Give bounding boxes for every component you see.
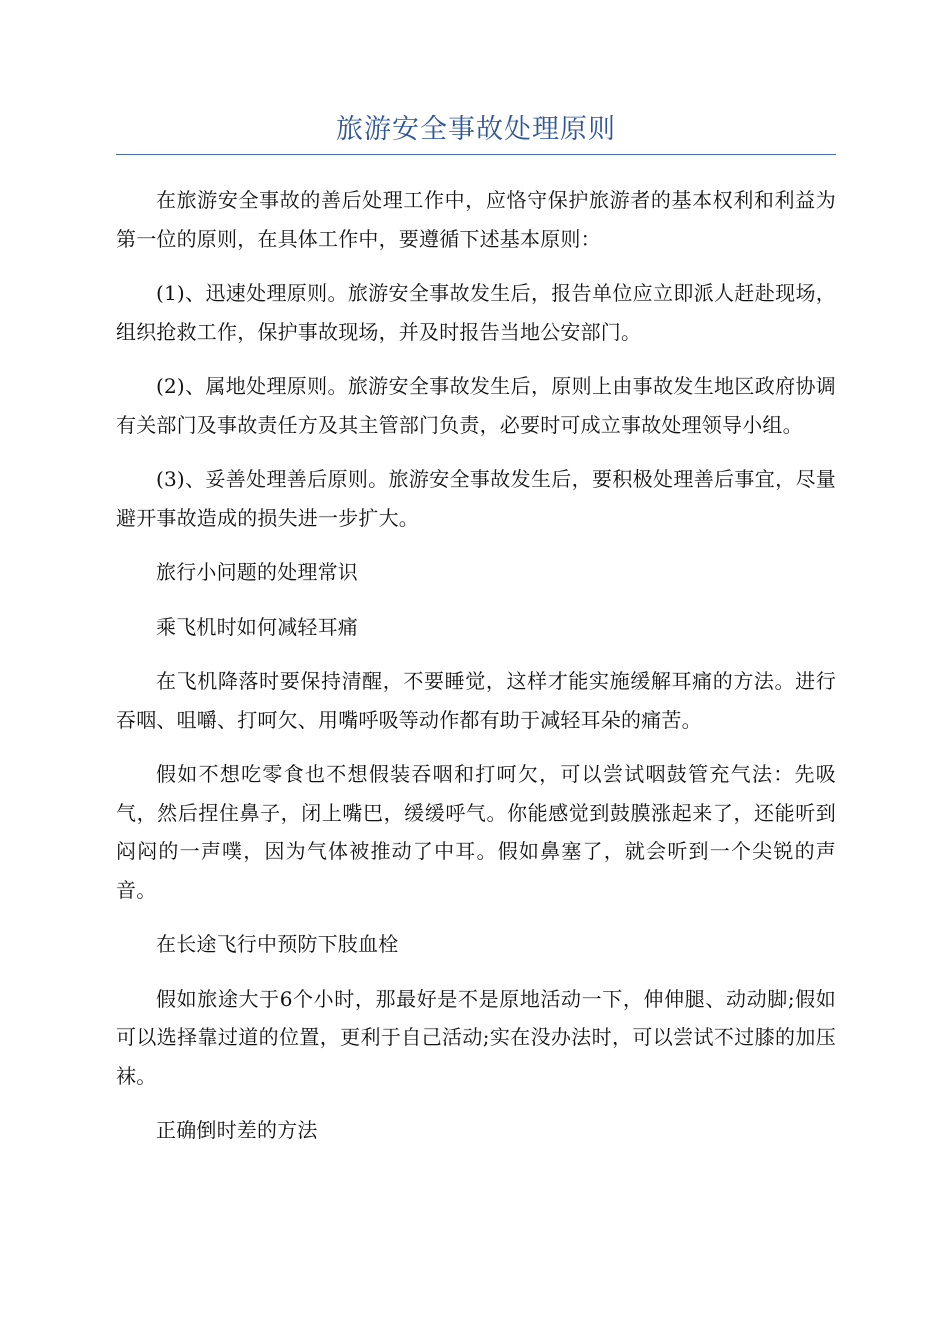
subheading-jet-lag: 正确倒时差的方法 <box>156 1118 318 1142</box>
section-heading-travel-tips: 旅行小问题的处理常识 <box>156 560 358 584</box>
document-title: 旅游安全事故处理原则 <box>336 114 616 145</box>
paragraph-principle-2: (2)、属地处理原则。旅游安全事故发生后，原则上由事故发生地区政府协调有关部门及事故责任方及其主管部门负责，必要时可成立事故处理领导小组。 <box>116 374 836 437</box>
subheading-blood-clot: 在长途飞行中预防下肢血栓 <box>156 932 399 956</box>
document-body <box>116 181 836 1150</box>
paragraph-principle-3: (3)、妥善处理善后原则。旅游安全事故发生后，要积极处理善后事宜，尽量避开事故造成的损失进一步扩大。 <box>116 467 836 530</box>
subheading-ear-pain: 乘飞机时如何减轻耳痛 <box>156 614 358 639</box>
paragraph-blood-clot: 假如旅途大于6个小时，那最好是不是原地活动一下，伸伸腿、动动脚;假如可以选择靠过道的位置，更利于自己活动;实在没办法时，可以尝试不过膝的加压袜。 <box>116 986 836 1088</box>
document-page <box>116 108 836 1166</box>
title-underline <box>116 154 836 155</box>
paragraph-ear-pain-2: 假如不想吃零食也不想假装吞咽和打呵欠，可以尝试咽鼓管充气法：先吸气，然后捏住鼻子，闭上嘴巴，缓缓呼气。你能感觉到鼓膜涨起来了，还能听到闷闷的一声噗，因为气体被推动了中耳。假如鼻塞了，就会听到一个尖锐的声音。 <box>116 762 836 902</box>
paragraph-intro: 在旅游安全事故的善后处理工作中，应恪守保护旅游者的基本权利和利益为第一位的原则，在具体工作中，要遵循下述基本原则： <box>116 188 836 251</box>
paragraph-principle-1: (1)、迅速处理原则。旅游安全事故发生后，报告单位应立即派人赶赴现场，组织抢救工作，保护事故现场，并及时报告当地公安部门。 <box>116 281 836 344</box>
paragraph-ear-pain-1: 在飞机降落时要保持清醒，不要睡觉，这样才能实施缓解耳痛的方法。进行吞咽、咀嚼、打呵欠、用嘴呼吸等动作都有助于减轻耳朵的痛苦。 <box>116 669 836 732</box>
